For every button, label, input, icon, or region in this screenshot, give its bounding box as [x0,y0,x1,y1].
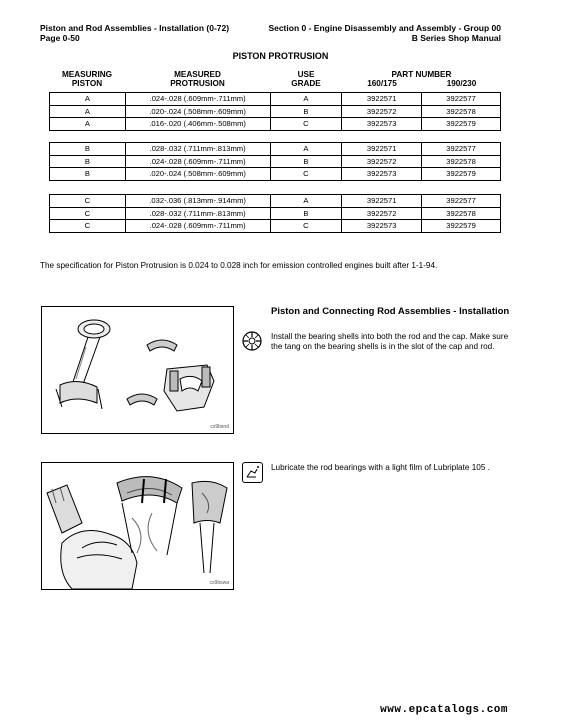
cell-pn-190: 3922579 [422,168,501,181]
cell-pn-160: 3922572 [342,105,422,118]
cell-protrusion: .028-.032 (.711mm-.813mm) [125,143,270,156]
figure-lubricate-bearings [41,462,234,590]
table-row [50,168,501,181]
protrusion-table-group-a [49,92,501,131]
cell-piston: C [50,207,126,220]
cell-pn-190: 3922579 [422,220,501,233]
header-left-title: Piston and Rod Assemblies - Installation (0-72) [40,23,230,33]
table-row [50,207,501,220]
cell-protrusion: .024-.028 (.609mm-.711mm) [125,93,270,106]
cell-grade: A [270,143,342,156]
col-header-use-grade: USE GRADE [291,70,321,88]
table-row [50,155,501,168]
cell-protrusion: .024-.028 (.609mm-.711mm) [125,220,270,233]
cell-piston: B [50,168,126,181]
cell-protrusion: .032-.036 (.813mm-.914mm) [125,195,270,208]
table-row [50,143,501,156]
cell-pn-160: 3922572 [342,155,422,168]
protrusion-table-group-c [49,194,501,233]
figure-code: cx9bsnd [210,424,229,430]
header-page-number: Page 0-50 [40,33,80,43]
col-header-190-230: 190/230 [446,79,477,88]
cell-protrusion: .028-.032 (.711mm-.813mm) [125,207,270,220]
cell-pn-190: 3922577 [422,195,501,208]
cell-piston: C [50,195,126,208]
figure-code: cx9bswa [209,580,229,586]
table-row [50,195,501,208]
cell-protrusion: .020-.024 (.508mm-.609mm) [125,105,270,118]
cell-pn-190: 3922578 [422,155,501,168]
cell-pn-190: 3922577 [422,143,501,156]
cell-grade: B [270,207,342,220]
col-header-measured: MEASURED PROTRUSION [170,70,225,88]
cell-grade: B [270,155,342,168]
cell-pn-190: 3922578 [422,207,501,220]
step2-text: Lubricate the rod bearings with a light film of Lubriplate 105 . [271,463,490,472]
table-row [50,220,501,233]
footer-url[interactable]: www.epcatalogs.com [380,704,508,716]
col-header-part-number: PART NUMBER [391,70,452,79]
cell-piston: A [50,118,126,131]
figure-rod-bearing-shells [41,306,234,434]
cell-pn-160: 3922573 [342,168,422,181]
table-row [50,93,501,106]
cell-piston: B [50,143,126,156]
cell-grade: A [270,93,342,106]
spec-note: The specification for Piston Protrusion is 0.024 to 0.028 inch for emission controlled engines built after 1-1-94. [40,261,438,270]
cell-grade: C [270,118,342,131]
col-header-160-175: 160/175 [367,79,397,88]
lubricate-illustration [42,463,233,589]
cell-pn-160: 3922571 [342,143,422,156]
cell-pn-160: 3922573 [342,118,422,131]
cell-pn-160: 3922571 [342,93,422,106]
cell-protrusion: .024-.028 (.609mm-.711mm) [125,155,270,168]
oil-can-icon [242,462,263,483]
cell-protrusion: .020-.024 (.508mm-.609mm) [125,168,270,181]
table-row [50,118,501,131]
header-right-title: Section 0 - Engine Disassembly and Assembly - Group 00 [268,23,501,33]
table-row [50,105,501,118]
cell-grade: A [270,195,342,208]
cell-pn-190: 3922578 [422,105,501,118]
cell-grade: C [270,220,342,233]
cell-pn-160: 3922573 [342,220,422,233]
protrusion-table-group-b [49,142,501,181]
cell-pn-160: 3922572 [342,207,422,220]
cell-piston: C [50,220,126,233]
col-header-measuring: MEASURING PISTON [61,70,113,88]
cell-grade: C [270,168,342,181]
table-title: PISTON PROTRUSION [232,51,329,61]
step1-text: Install the bearing shells into both the rod and the cap. Make sure the tang on the bearing shells is in the slot of the cap and rod. [271,332,509,351]
cell-pn-190: 3922577 [422,93,501,106]
rod-bearing-illustration [42,307,233,433]
cell-protrusion: .016-.020 (.406mm-.508mm) [125,118,270,131]
cell-piston: B [50,155,126,168]
header-manual-name: B Series Shop Manual [411,33,501,43]
cell-pn-190: 3922579 [422,118,501,131]
cell-piston: A [50,93,126,106]
section-heading: Piston and Connecting Rod Assemblies - Installation [271,306,510,317]
cell-grade: B [270,105,342,118]
cell-piston: A [50,105,126,118]
cell-pn-160: 3922571 [342,195,422,208]
bearing-assembly-icon [241,330,260,349]
